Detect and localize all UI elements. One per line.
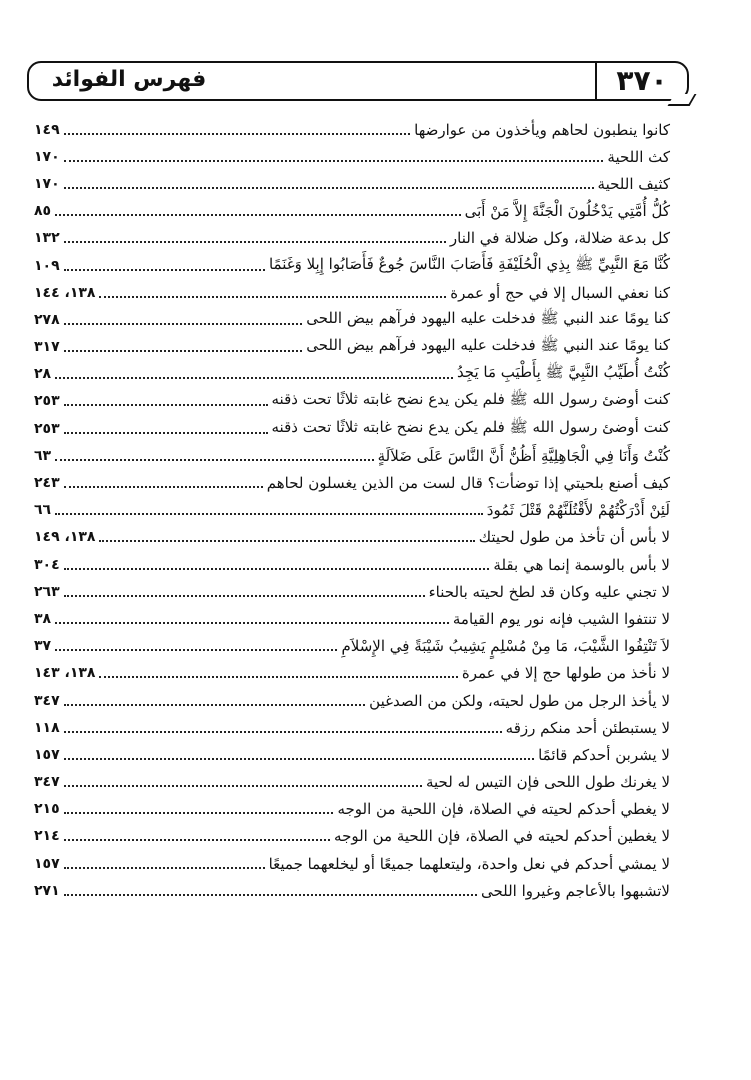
entry-text: لا يغرنك طول اللحى فإن التيس له لحية xyxy=(425,773,670,792)
index-entry xyxy=(34,170,670,197)
entry-page-numbers: ٢٦٣ xyxy=(34,583,60,600)
index-entry xyxy=(34,551,670,578)
index-entry xyxy=(34,578,670,605)
dot-leader xyxy=(64,595,425,597)
dot-leader xyxy=(55,622,449,624)
entry-text: كيف أصنع بلحيتي إذا توضأت؟ قال لست من الذين يغسلون لحاهم xyxy=(266,474,670,493)
index-entry xyxy=(34,198,670,225)
page-header xyxy=(27,61,689,101)
dot-leader xyxy=(99,540,474,542)
index-entry xyxy=(34,660,670,687)
dot-leader xyxy=(99,296,446,298)
index-entry xyxy=(34,741,670,768)
entry-text: لا نأخذ من طولها حج إلا في عمرة xyxy=(461,664,670,683)
index-entry xyxy=(34,687,670,714)
dot-leader xyxy=(64,160,604,162)
index-entry xyxy=(34,605,670,632)
entry-page-numbers: ١٠٩ xyxy=(34,257,60,274)
entry-text: كانوا ينطبون لحاهم ويأخذون من عوارضها xyxy=(414,120,670,139)
entry-text: كثيف اللحية xyxy=(597,174,670,193)
entry-page-numbers: ١٥٧ xyxy=(34,855,60,872)
entry-text: كنا يومًا عند النبي ﷺ فدخلت عليه اليهود فرآهم بيض اللحى xyxy=(306,308,670,327)
entry-page-numbers: ٣٧ xyxy=(34,638,52,655)
index-list xyxy=(34,116,670,904)
dot-leader xyxy=(64,568,490,570)
index-entry xyxy=(34,823,670,850)
dot-leader xyxy=(55,214,461,216)
index-entry xyxy=(34,143,670,170)
entry-text: كنا يومًا عند النبي ﷺ فدخلت عليه اليهود فرآهم بيض اللحى xyxy=(306,336,670,355)
entry-page-numbers: ٢٧١ xyxy=(34,882,60,899)
entry-page-numbers: ٣١٧ xyxy=(34,339,60,356)
entry-page-numbers: ٢١٤ xyxy=(34,828,60,845)
entry-text: لا يمشي أحدكم في نعل واحدة، وليتعلهما جميعًا أو ليخلعهما جميعًا xyxy=(268,854,670,873)
index-entry xyxy=(34,306,670,333)
entry-page-numbers: ١٥٧ xyxy=(34,746,60,763)
entry-text: كنت أوضئ رسول الله ﷺ فلم يكن يدع نضح غابته ثلاثًا تحت ذقنه xyxy=(271,390,670,409)
dot-leader xyxy=(64,812,334,814)
entry-page-numbers: ٢٨ xyxy=(34,366,52,383)
index-entry xyxy=(34,442,670,469)
dot-leader xyxy=(64,350,303,352)
index-entry xyxy=(34,361,670,388)
entry-page-numbers: ٢١٥ xyxy=(34,801,60,818)
entry-page-numbers: ١٧٠ xyxy=(34,148,60,165)
entry-text: كل بدعة ضلالة، وكل ضلالة في النار xyxy=(449,229,670,248)
dot-leader xyxy=(64,731,502,733)
dot-leader xyxy=(64,785,422,787)
index-entry xyxy=(34,279,670,306)
entry-page-numbers: ٣٤٧ xyxy=(34,774,60,791)
index-entry xyxy=(34,225,670,252)
dot-leader xyxy=(64,867,265,869)
entry-page-numbers: ١٤٩ xyxy=(34,121,60,138)
entry-page-numbers: ٢٥٣ xyxy=(34,420,60,437)
entry-page-numbers: ١٣٢ xyxy=(34,230,60,247)
entry-text: كنا نعفي السبال إلا في حج أو عمرة xyxy=(450,283,670,302)
entry-text: كُنَّا مَعَ النَّبِيِّ ﷺ بِذِي الْحُلَيْفَةِ فَأَصَابَ النَّاسَ جُوعٌ فَأَصَابُوا إِبِلا وَغَنَمًا xyxy=(268,254,670,273)
dot-leader xyxy=(64,839,330,841)
dot-leader xyxy=(64,269,265,271)
dot-leader xyxy=(64,323,303,325)
entry-text: لا تنتفوا الشيب فإنه نور يوم القيامة xyxy=(452,609,670,628)
entry-text: لاَ تَنْتِفُوا الشَّيْبَ، مَا مِنْ مُسْلِمٍ يَشِيبُ شَيْبَةً فِي الإِسْلاَمِ xyxy=(341,637,670,656)
entry-text: لا بأس بالوسمة إنما هي بقلة xyxy=(493,555,670,574)
page-number: ٣٧٠ xyxy=(595,63,687,99)
entry-page-numbers: ١٣٨، ١٤٣ xyxy=(34,665,96,682)
index-entry xyxy=(34,116,670,143)
dot-leader xyxy=(64,486,263,488)
index-entry xyxy=(34,714,670,741)
entry-page-numbers: ٨٥ xyxy=(34,203,52,220)
entry-text: لا يشربن أحدكم قائمًا xyxy=(538,745,670,764)
entry-page-numbers: ٢٤٣ xyxy=(34,475,60,492)
entry-text: كث اللحية xyxy=(607,147,670,166)
dot-leader xyxy=(55,513,483,515)
entry-text: لا يأخذ الرجل من طول لحيته، ولكن من الصدغين xyxy=(369,691,670,710)
entry-page-numbers: ٣٨ xyxy=(34,610,52,627)
entry-text: لا بأس أن تأخذ من طول لحيتك xyxy=(478,528,670,547)
entry-page-numbers: ١٣٨، ١٤٤ xyxy=(34,284,96,301)
index-entry xyxy=(34,415,670,442)
entry-text: لَئِنْ أَدْرَكْتُهُمْ لأَقْتُلَنَّهُمْ قَتْلَ ثَمُودَ xyxy=(486,501,670,520)
index-entry xyxy=(34,334,670,361)
entry-page-numbers: ٦٣ xyxy=(34,447,52,464)
dot-leader xyxy=(55,459,374,461)
index-entry xyxy=(34,497,670,524)
index-entry xyxy=(34,388,670,415)
index-entry xyxy=(34,877,670,904)
entry-page-numbers: ١٧٠ xyxy=(34,175,60,192)
entry-page-numbers: ١٣٨، ١٤٩ xyxy=(34,529,96,546)
dot-leader xyxy=(64,404,268,406)
dot-leader xyxy=(64,894,477,896)
entry-text: كنت أوضئ رسول الله ﷺ فلم يكن يدع نضح غابته ثلاثًا تحت ذقنه xyxy=(271,417,670,436)
entry-page-numbers: ٣٤٧ xyxy=(34,692,60,709)
dot-leader xyxy=(55,649,337,651)
index-entry xyxy=(34,769,670,796)
dot-leader xyxy=(64,704,366,706)
dot-leader xyxy=(99,676,457,678)
header-tab-decoration xyxy=(668,94,697,106)
entry-page-numbers: ٢٥٣ xyxy=(34,393,60,410)
index-entry xyxy=(34,252,670,279)
index-entry xyxy=(34,524,670,551)
entry-text: لا يغطي أحدكم لحيته في الصلاة، فإن اللحية من الوجه xyxy=(337,800,670,819)
entry-page-numbers: ٣٠٤ xyxy=(34,556,60,573)
page-title: فهرس الفوائد xyxy=(51,67,207,92)
entry-text: لا يستبطئن أحد منكم رزقه xyxy=(505,718,670,737)
entry-text: لا تجني عليه وكان قد لطخ لحيته بالحناء xyxy=(428,582,670,601)
dot-leader xyxy=(64,187,594,189)
dot-leader xyxy=(64,133,411,135)
dot-leader xyxy=(55,377,453,379)
index-entry xyxy=(34,796,670,823)
dot-leader xyxy=(64,758,534,760)
entry-text: لاتشبهوا بالأعاجم وغيروا اللحى xyxy=(480,881,670,900)
entry-page-numbers: ١١٨ xyxy=(34,719,60,736)
entry-text: كُنْتُ وَأَنَا فِي الْجَاهِلِيَّةِ أَظُنُّ أَنَّ النَّاسَ عَلَى ضَلاَلَةٍ xyxy=(377,446,670,465)
entry-text: كُلُّ أُمَّتِي يَدْخُلُونَ الْجَنَّةَ إِلاَّ مَنْ أَبَى xyxy=(464,202,670,221)
dot-leader xyxy=(64,432,268,434)
index-entry xyxy=(34,850,670,877)
index-entry xyxy=(34,633,670,660)
entry-text: كُنْتُ أُطَيِّبُ النَّبِيَّ ﷺ بِأَطْيَبِ مَا يَجِدُ xyxy=(456,363,670,382)
entry-page-numbers: ٢٧٨ xyxy=(34,311,60,328)
dot-leader xyxy=(64,241,446,243)
entry-text: لا يغطين أحدكم لحيته في الصلاة، فإن اللحية من الوجه xyxy=(334,827,670,846)
index-entry xyxy=(34,469,670,496)
entry-page-numbers: ٦٦ xyxy=(34,502,52,519)
